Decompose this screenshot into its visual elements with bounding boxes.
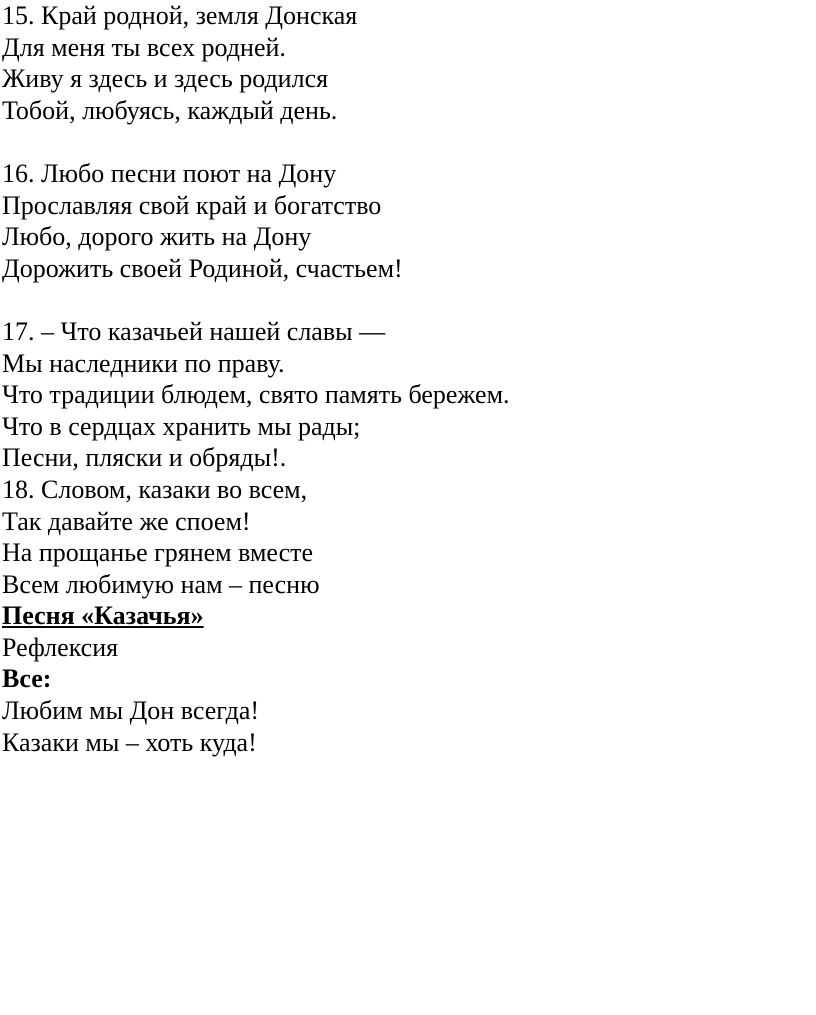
text-line: Любо, дорого жить на Дону [2,222,312,252]
text-line: 16. Любо песни поют на Дону [2,158,337,188]
text-line: Прославляя свой край и богатство [2,190,382,220]
text-line: Для меня ты всех родней. [2,32,286,62]
text-line: 18. Словом, казаки во всем, [2,474,308,504]
reflection-label: Рефлексия [2,632,119,662]
stanza-16 [2,158,812,284]
text-line: Любим мы Дон всегда! [2,696,260,726]
text-line: Песни, пляски и обряды!. [2,443,287,473]
document-page [2,0,812,758]
text-line: Так давайте же споем! [2,506,251,536]
closing-lines [2,695,812,758]
blank-line [2,284,812,316]
song-title-heading: Песня «Казачья» [2,601,204,631]
text-line: Мы наследники по праву. [2,348,285,378]
text-line: 17. – Что казачьей нашей славы — [2,316,386,346]
all-speakers-label: Все: [2,664,52,694]
text-line: На прощанье грянем вместе [2,538,314,568]
text-line: Казаки мы – хоть куда! [2,727,257,757]
text-line: 15. Край родной, земля Донская [2,1,358,30]
text-line: Дорожить своей Родиной, счастьем! [2,253,403,283]
stanza-15 [2,0,812,126]
text-line: Тобой, любуясь, каждый день. [2,95,338,125]
text-line: Живу я здесь и здесь родился [2,64,329,94]
blank-line [2,126,812,158]
text-line: Что традиции блюдем, свято память бережем. [2,380,510,410]
text-line: Всем любимую нам – песню [2,569,320,599]
text-line: Что в сердцах хранить мы рады; [2,411,361,441]
stanza-17-18 [2,316,812,600]
